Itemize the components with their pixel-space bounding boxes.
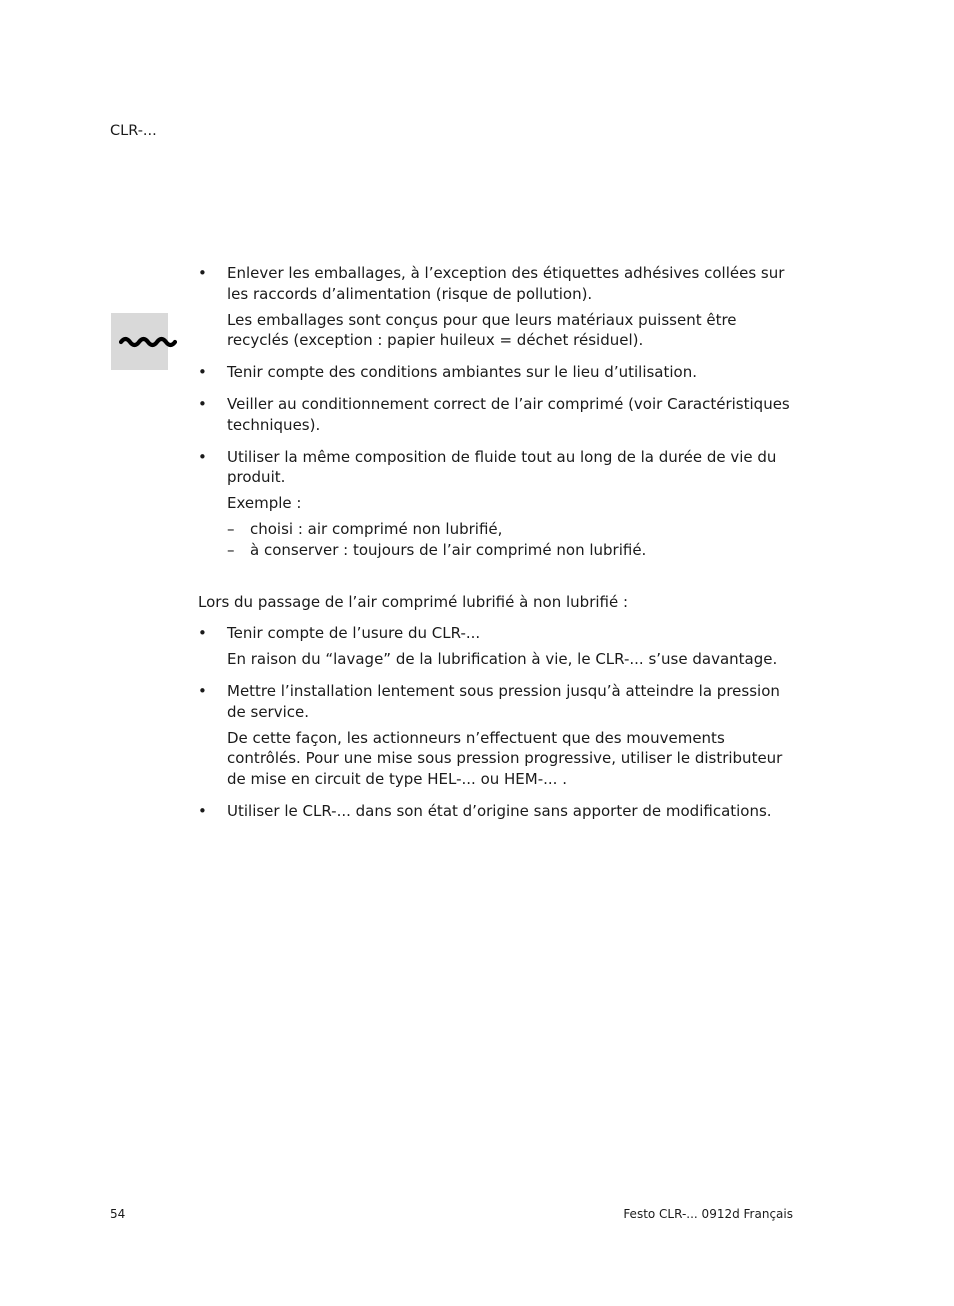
page-content xyxy=(198,263,798,833)
item-note: En raison du “lavage” de la lubrification à vie, le CLR-... s’use davantage. xyxy=(227,650,778,669)
item-text: Utiliser le CLR-... dans son état d’origine sans apporter de modifications. xyxy=(227,801,772,820)
list-item xyxy=(198,447,798,561)
environment-wave-icon xyxy=(119,336,177,348)
section-general-instructions xyxy=(198,263,798,561)
sub-list-item xyxy=(227,519,798,540)
item-text: Tenir compte des conditions ambiantes sur le lieu d’utilisation. xyxy=(227,363,697,382)
list-item xyxy=(198,623,798,670)
item-text: Tenir compte de l’usure du CLR-... xyxy=(227,624,481,643)
section-intro: Lors du passage de l’air comprimé lubrifié à non lubrifié : xyxy=(198,592,629,611)
page-header: CLR-... xyxy=(110,123,157,139)
item-note: Exemple : xyxy=(227,494,302,513)
item-note: De cette façon, les actionneurs n’effectuent que des mouvements contrôlés. Pour une mise sous pression progressive, utiliser le distributeur de mise en circuit de type HEL-... ou HEM-... . xyxy=(227,728,783,789)
dash: – xyxy=(227,519,235,538)
page-number: 54 xyxy=(110,1207,126,1221)
list-item xyxy=(198,681,798,790)
bullet: • xyxy=(198,681,207,700)
section-lubrication-change xyxy=(198,592,798,822)
list-item xyxy=(198,394,798,436)
bullet: • xyxy=(198,447,207,466)
bullet: • xyxy=(198,264,207,282)
list-item xyxy=(198,801,798,822)
item-text: Enlever les emballages, à l’exception des étiquettes adhésives collées sur les raccords d’alimentation (risque de pollution). xyxy=(227,264,785,303)
item-text: Veiller au conditionnement correct de l’air comprimé (voir Caractéristiques techniques). xyxy=(227,394,790,434)
sub-item-text: à conserver : toujours de l’air comprimé non lubrifié. xyxy=(250,540,647,559)
sub-list-item xyxy=(227,540,798,561)
bullet: • xyxy=(198,394,207,413)
bullet: • xyxy=(198,363,207,382)
sub-item-text: choisi : air comprimé non lubrifié, xyxy=(250,519,503,538)
item-text: Utiliser la même composition de fluide tout au long de la durée de vie du produit. xyxy=(227,447,777,487)
environment-icon-box xyxy=(111,313,168,370)
footer-doc-info: Festo CLR-... 0912d Français xyxy=(623,1207,793,1221)
list-item xyxy=(198,362,798,383)
bullet: • xyxy=(198,801,207,820)
item-text: Mettre l’installation lentement sous pression jusqu’à atteindre la pression de service. xyxy=(227,681,780,721)
list-item xyxy=(198,263,798,351)
item-note: Les emballages sont conçus pour que leurs matériaux puissent être recyclés (exception : papier huileux = déchet résiduel). xyxy=(227,310,737,350)
bullet: • xyxy=(198,624,207,643)
dash: – xyxy=(227,540,235,559)
